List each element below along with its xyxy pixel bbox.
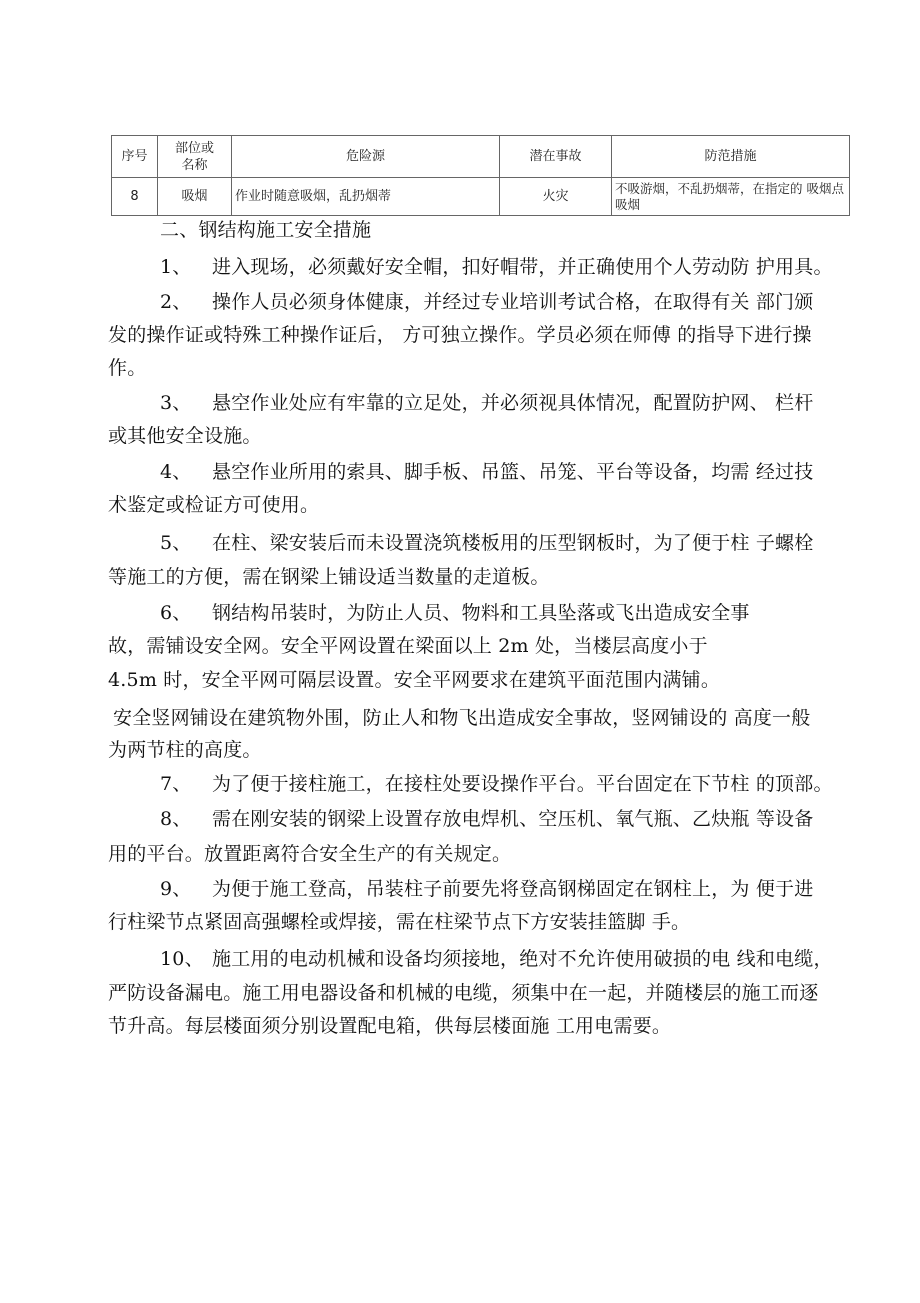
item-text: 或其他安全设施。 <box>108 425 262 447</box>
item-text: 发的操作证或特殊工种操作证后， 方可独立操作。学员必须在师傅 的指导下进行操 <box>108 324 812 346</box>
item-text: 节升高。每层楼面须分别设置配电箱，供每层楼面施 工用电需要。 <box>108 1015 672 1037</box>
cell-measure: 不吸游烟，不乱扔烟蒂，在指定的 吸烟点吸烟 <box>612 178 850 216</box>
item-text: 为两节柱的高度。 <box>108 739 262 761</box>
item-text: 4.5m 时，安全平网可隔层设置。安全平网要求在建筑平面范围内满铺。 <box>108 669 721 691</box>
item-text: 为了便于接柱施工，在接柱处要设操作平台。平台固定在下节柱 的顶部。 <box>212 773 833 795</box>
table-header-row <box>112 136 850 178</box>
item-text: 为便于施工登高，吊装柱子前要先将登高钢梯固定在钢柱上，为 便于进 <box>212 878 814 900</box>
list-item <box>160 601 750 625</box>
list-item <box>160 460 813 484</box>
item-text: 需在刚安装的钢梁上设置存放电焊机、空压机、氧气瓶、乙炔瓶 等设备 <box>212 808 814 830</box>
item-text: 等施工的方便，需在钢梁上铺设适当数量的走道板。 <box>108 566 550 588</box>
header-accident: 潜在事故 <box>500 136 612 178</box>
hazard-table <box>111 135 850 216</box>
item-text: 术鉴定或检证方可使用。 <box>108 494 320 516</box>
list-item <box>160 531 813 555</box>
header-no: 序号 <box>112 136 158 178</box>
item-text: 严防设备漏电。施工用电器设备和机械的电缆，须集中在一起，并随楼层的施工而逐 <box>108 982 819 1004</box>
item-number: 5、 <box>160 532 192 554</box>
item-text: 安全竖网铺设在建筑物外围，防止人和物飞出造成安全事故，竖网铺设的 高度一般 <box>113 707 811 729</box>
item-number: 3、 <box>160 392 192 414</box>
header-measure: 防范措施 <box>612 136 850 178</box>
item-number: 4、 <box>160 461 192 483</box>
item-number: 6、 <box>160 602 192 624</box>
item-text: 操作人员必须身体健康，并经过专业培训考试合格，在取得有关 部门颁 <box>212 291 814 313</box>
item-number: 10、 <box>160 948 204 970</box>
item-text: 行柱梁节点紧固高强螺栓或焊接，需在柱梁节点下方安装挂篮脚 手。 <box>108 911 691 933</box>
cell-accident: 火灾 <box>500 178 612 216</box>
list-item <box>160 772 833 796</box>
item-number: 7、 <box>160 773 192 795</box>
list-item <box>160 255 833 279</box>
header-part: 部位或 名称 <box>158 136 232 178</box>
item-text: 在柱、梁安装后而未设置浇筑楼板用的压型钢板时，为了便于柱 子螺栓 <box>212 532 814 554</box>
list-item <box>160 947 833 971</box>
item-text: 故，需铺设安全网。安全平网设置在梁面以上 2m 处，当楼层高度小于 <box>108 635 708 657</box>
item-text: 进入现场，必须戴好安全帽，扣好帽带，并正确使用个人劳动防 护用具。 <box>212 256 833 278</box>
item-text: 悬空作业所用的索具、脚手板、吊篮、吊笼、平台等设备，均需 经过技 <box>212 461 814 483</box>
header-hazard: 危险源 <box>232 136 500 178</box>
item-number: 8、 <box>160 808 192 830</box>
item-number: 9、 <box>160 878 192 900</box>
item-text: 施工用的电动机械和设备均须接地，绝对不允许使用破损的电 线和电缆， <box>212 948 833 970</box>
cell-no: 8 <box>112 178 158 216</box>
item-number: 2、 <box>160 291 192 313</box>
list-item <box>160 807 813 831</box>
table-row <box>112 178 850 216</box>
item-text: 悬空作业处应有牢靠的立足处，并必须视具体情况，配置防护网、 栏杆 <box>212 392 814 414</box>
cell-part: 吸烟 <box>158 178 232 216</box>
section-title: 二、钢结构施工安全措施 <box>160 219 372 241</box>
item-number: 1、 <box>160 256 192 278</box>
item-text: 作。 <box>108 357 147 379</box>
list-item <box>160 877 813 901</box>
item-text: 钢结构吊装时，为防止人员、物料和工具坠落或飞出造成安全事 <box>212 602 750 624</box>
cell-hazard: 作业时随意吸烟，乱扔烟蒂 <box>232 178 500 216</box>
list-item <box>160 290 813 314</box>
item-text: 用的平台。放置距离符合安全生产的有关规定。 <box>108 843 512 865</box>
list-item <box>160 391 813 415</box>
